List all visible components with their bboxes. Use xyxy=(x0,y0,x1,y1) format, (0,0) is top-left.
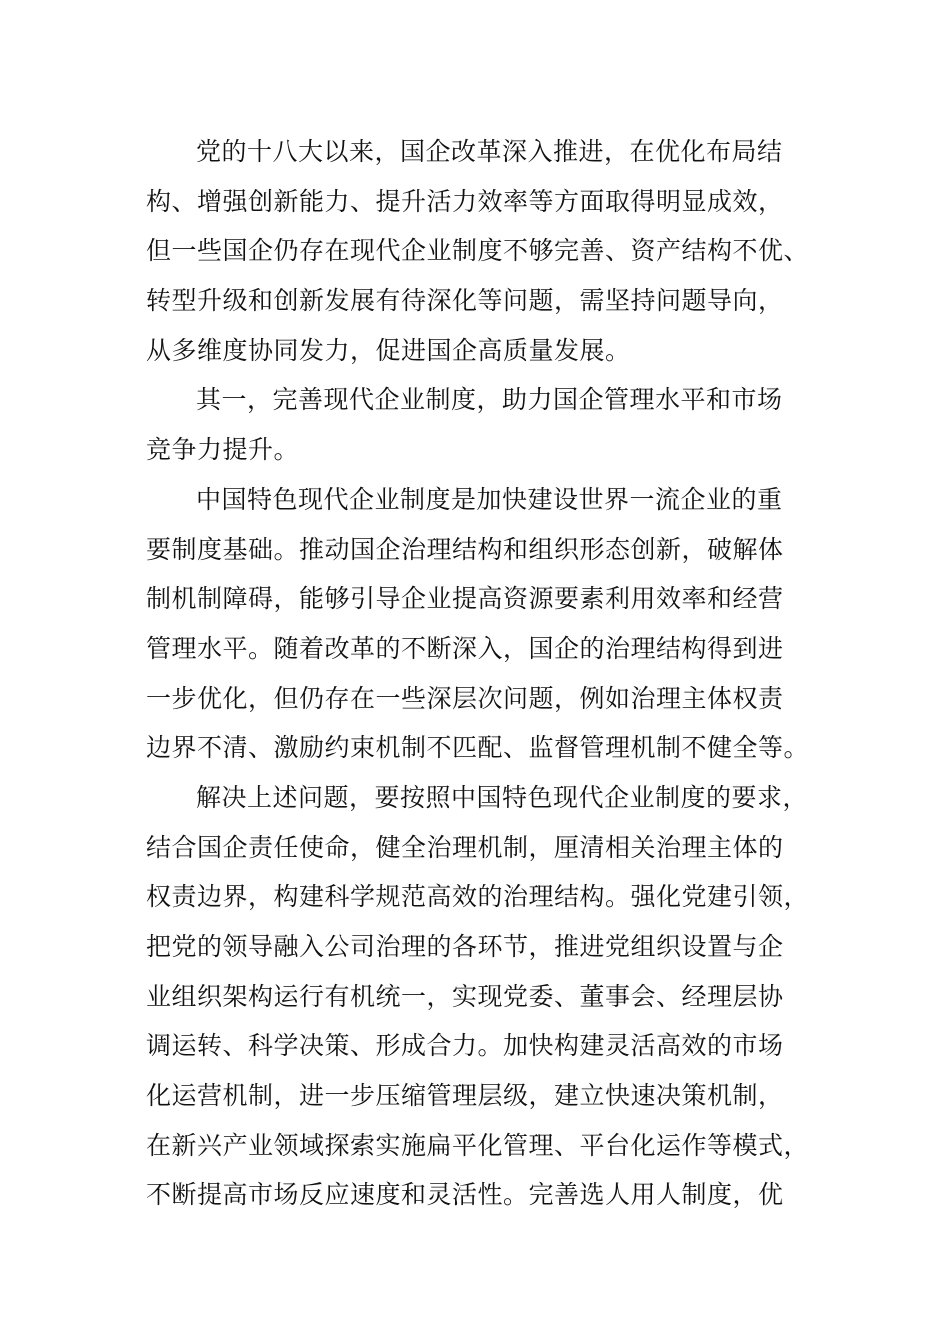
paragraph-4-line-1: 解决上述问题，要按照中国特色现代企业制度的要求， xyxy=(196,782,809,812)
paragraph-4-line-8: 在新兴产业领域探索实施扁平化管理、平台化运作等模式， xyxy=(146,1130,810,1160)
paragraph-3-line-5: 一步优化，但仍存在一些深层次问题，例如治理主体权责 xyxy=(146,683,784,713)
paragraph-3-line-4: 管理水平。随着改革的不断深入，国企的治理结构得到进 xyxy=(146,633,784,663)
document-body xyxy=(146,127,810,1220)
paragraph-4-line-3: 权责边界，构建科学规范高效的治理结构。强化党建引领， xyxy=(146,882,810,912)
paragraph-3-line-3: 制机制障碍，能够引导企业提高资源要素利用效率和经营 xyxy=(146,584,784,614)
paragraph-1-line-5: 从多维度协同发力，促进国企高质量发展。 xyxy=(146,335,631,365)
paragraph-1-line-4: 转型升级和创新发展有待深化等问题，需坚持问题导向， xyxy=(146,286,784,316)
paragraph-1-line-3: 但一些国企仍存在现代企业制度不够完善、资产结构不优、 xyxy=(146,236,810,266)
paragraph-1-line-1: 党的十八大以来，国企改革深入推进，在优化布局结 xyxy=(196,137,783,166)
paragraph-4-line-6: 调运转、科学决策、形成合力。加快构建灵活高效的市场 xyxy=(146,1031,784,1061)
paragraph-3-line-2: 要制度基础。推动国企治理结构和组织形态创新，破解体 xyxy=(146,534,784,564)
paragraph-4-line-7: 化运营机制，进一步压缩管理层级，建立快速决策机制， xyxy=(146,1081,784,1111)
paragraph-2-line-2: 竞争力提升。 xyxy=(146,435,300,465)
paragraph-4-line-9: 不断提高市场反应速度和灵活性。完善选人用人制度，优 xyxy=(146,1180,784,1210)
paragraph-3-line-1: 中国特色现代企业制度是加快建设世界一流企业的重 xyxy=(196,484,783,514)
paragraph-1-line-2: 构、增强创新能力、提升活力效率等方面取得明显成效， xyxy=(146,186,784,216)
paragraph-2-line-1: 其一，完善现代企业制度，助力国企管理水平和市场 xyxy=(196,385,783,415)
paragraph-4-line-2: 结合国企责任使命，健全治理机制，厘清相关治理主体的 xyxy=(146,832,784,862)
paragraph-4-line-4: 把党的领导融入公司治理的各环节，推进党组织设置与企 xyxy=(146,932,784,961)
paragraph-3-line-6: 边界不清、激励约束机制不匹配、监督管理机制不健全等。 xyxy=(146,733,810,763)
paragraph-4-line-5: 业组织架构运行有机统一，实现党委、董事会、经理层协 xyxy=(146,981,784,1011)
